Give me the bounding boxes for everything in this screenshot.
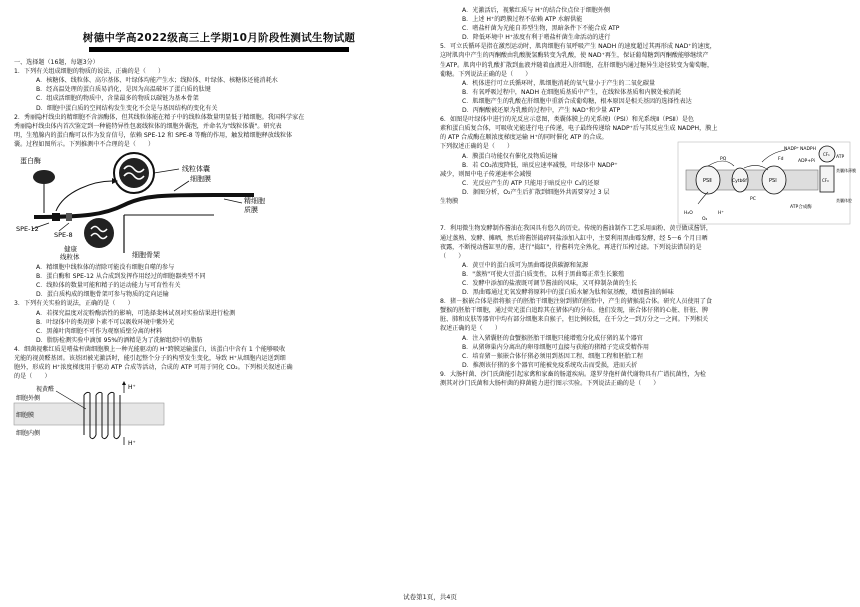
q4-stem-line3: 胞外，形成的 H⁺浓度梯度用于驱动 ATP 合成等活动，合成的 ATP 可用于同化 CO₂。下列相关叙述正确 [14,364,293,372]
fig-label-healthy-1: 健康 [64,245,77,254]
q1-option-c: C．组成活细胞的物质中，含量最多的物质以碳链为基本骨架 [36,95,199,103]
fig-label-spermatocyte: 精细胞 [244,197,265,206]
q8-stem-line1: 8．猪－猴嵌合体是指将猴子的胚胎干细胞注射到猪的胚胎中，产生的猪猴混合体。研究人员使用了食 [440,298,713,306]
fig3-label-lumen: 类囊体腔 [836,198,852,204]
q7-option-c: C．发酵中添加的盐液既可调节酱油的风味，又可抑制杂菌的生长 [462,279,637,287]
q6-stem-line3: 的 ATP 合成酶在顺浓度梯度运输 H⁺的同时催化 ATP 的合成。 [440,134,608,142]
fig3-label-nadph: NADPH [800,147,817,153]
q6-option-a: A．膜蛋白功能仅有催化及物质运输 [462,152,558,160]
q2-stem-line1: 2．秀丽隐杆线虫的精细胞不含溶酶体，但其线粒体能在精子中的线粒体数量明显低于精细胞。我国科学家在 [14,113,305,121]
q7-stem-line3: 夜露，不断搅动酱缸里的酱，进行"捣缸"，待酱料完全熟化，再进行压榨过滤。下列说法错误的是 [440,243,702,251]
page-footer: 试卷第1页，共4页 [403,593,457,601]
fig3-label-stroma: 类囊体薄膜 [836,168,856,174]
q8-option-d: D．推测该仔猪的多个器官可能被免疫系统攻击而受损，进而夭折 [462,361,638,369]
q4-stem-line1: 4．细菌视紫红质是嗜盐杆菌细胞膜上一种光能驱动的 H⁺跨膜运输蛋白，该蛋白中含有 1 个能够吸收 [14,345,286,353]
fig-label-retinal: 视黄醛 [36,386,55,394]
fig3-label-atp: ATP [836,155,845,161]
fig3-label-nadp: NADP⁺ [784,147,799,153]
q5-option-a: A．机体进行可立氏循环时，肌细胞消耗的氧气量小于产生的二氧化碳量 [462,79,656,87]
fig-label-spe8: SPE-8 [54,231,73,240]
q4-option-c: C．嗜盐杆菌为光能自养型生物，黑暗条件下不能合成 ATP [462,25,620,33]
q1-stem: 1．下列有关组成细胞的物质的说法，正确的是（ ） [14,68,165,76]
q3-stem: 3．下列有关实验的说法，正确的是（ ） [14,300,134,308]
fig3-label-cyt: Cytb6f [732,179,747,185]
q7-stem-line4: （ ） [440,252,465,260]
q5-option-b: B．有氧呼吸过程中，NADH 在细胞质基质中产生，在线粒体基质和内膜处被消耗 [462,88,682,96]
q6-option-d-2: 生物膜 [440,197,459,205]
q6-option-d-1: D．据图分析，O₂产生后扩散到细胞外共需要穿过 3 层 [462,188,610,196]
q3-option-c: C．黑藻叶肉细胞不可作为观察质壁分离的材料 [36,327,163,335]
fig3-label-adp: ADP+Pi [798,159,815,165]
q8-stem-line3: 脏、肺和皮肤等器官中均有部分细胞来自猴子，但比例较低，在千分之一到万分之一之间。下列相关 [440,316,709,324]
q8-option-b: B．从猪卵巢内分离出的卵母细胞可直接与获能的猪精子完成受精作用 [462,343,649,351]
q2-option-c: C．线粒体的数量可能和精子的运动能力与可育性有关 [36,282,181,290]
q5-stem-line1: 5．可立氏循环是指在激烈运动时，肌肉细胞有氧呼吸产生 NADH 的速度超过其再形成 NAD⁺的速度， [440,43,716,51]
q5-stem-line4: 葡糖。下列说法正确的是（ ） [440,70,532,78]
q5-stem-line3: 生ATP。肌肉中的乳酸扩散到血液并随着血液进入肝细胞，在肝细胞内通过糖异生途径转变为葡萄糖， [440,61,714,69]
q3-option-a: A．若探究温度对淀粉酶活性的影响，可选择斐林试剂对实验结果进行检测 [36,309,236,317]
q1-option-d: D．细胞中蛋白质的空间结构发生变化不会是与基因结构的变化有关 [36,104,218,112]
q2-option-d: D．蛋白质构成的细胞骨架可参与物质的定向运输 [36,291,169,299]
q8-stem-line4: 叙述正确的是（ ） [440,325,501,333]
fig-label-h-bottom: H⁺ [128,440,136,448]
q9-stem-line2: 测其对沙门氏菌和大肠杆菌的抑菌能力进行图示实验。下列说法正确的是（ ） [440,380,660,387]
fig-label-membrane: 细胞膜 [190,175,211,184]
q6-option-b-2: 减少，则图中电子传递速率会减慢 [440,170,532,178]
fig3-label-hplus: H⁺ [718,211,724,217]
q6-block [440,142,856,224]
q3-option-d: D．脂肪检测实验中滴加 95%的酒精是为了洗解组织中的脂肪 [36,336,203,344]
fig-label-skeleton: 细胞骨架 [132,251,160,260]
q4-option-b: B．上述 H⁺的跨膜过程不依赖 ATP 水解供能 [462,16,583,24]
q6-option-c: C．光反应产生的 ATP 只能用于暗反应中 C₃的还原 [462,179,600,187]
q6-figure [678,142,856,227]
q7-option-b: B．"蒸熟"可使大豆蛋白质变性，以利于黑曲霉正常生长繁殖 [462,270,625,278]
q6-stem-line1: 6．如图是叶绿体中进行的光反应示意图，类囊体膜上的光系统Ⅰ（PSⅠ）和光系统Ⅱ（PSⅡ）是色 [440,116,695,124]
q1-option-b: B．经高温处理的蛋白质易消化，是因为高温破坏了蛋白质的肽键 [36,86,211,94]
fig-label-protease: 蛋白酶 [20,157,41,166]
q5-stem-line2: 这时肌肉中产生的丙酮酸由乳酸脱氢酶转变为乳酸，使 NAD⁺再生，保证葡萄糖到丙酮酸能够继续产 [440,52,709,60]
fig3-label-o2: O₂ [702,217,708,223]
fig3-label-pq: PQ [720,157,727,163]
fig3-label-cf1: CF₁ [823,152,830,158]
fig-label-cell-membrane: 细胞膜 [16,412,35,420]
q7-option-a: A．黄豆中的蛋白质可为黑曲霉提供碳源和氮源 [462,261,589,269]
fig-label-inside: 细胞内侧 [16,430,41,438]
fig-label-outside: 细胞外侧 [16,395,41,403]
q7-stem-line2: 通过蒸熟、发酵、摊晒，然后将酱饼捣碎同盐添加入缸中，主要利用黑曲霉发酵，经 5～6 个月日晒 [440,234,708,242]
fig3-label-cf0: CF₀ [822,178,829,184]
redaction-bar [89,47,349,52]
q6-stem-line4: 下列叙述正确的是（ ） [440,143,514,151]
page-title: 树德中学高2022级高三上学期10月阶段性测试生物试题 [82,32,356,44]
fig-label-healthy-2: 线粒体 [60,253,80,262]
q8-option-c: C．培育猪－猴嵌合体仔猪必须用到基因工程、细胞工程和胚胎工程 [462,352,643,360]
q4-option-a: A．光激活后，视紫红质与 H⁺的结合位点位于细胞外侧 [462,7,610,14]
q8-option-a: A．注入猪囊胚的食蟹猴胚胎干细胞只能增殖分化成仔猪的某个器官 [462,334,643,342]
fig3-label-pc: PC [750,197,756,203]
left-column [14,6,424,447]
fig3-label-atpsyn: ATP合成酶 [790,205,812,211]
fig3-label-h2o: H₂O [684,211,693,217]
q4-stem-line4: 的是（ ） [14,373,51,381]
q7-stem-line1: 7．利用微生物发酵制作酱油在我国具有悠久的历史。传统的酱油制作工艺采用面粉、黄豆做成酱饼， [440,225,713,233]
q2-stem-line3: 明，生殖腺内的蛋白酶可以作为发育信号，依赖 SPE-12 和 SPE-8 等酶的作用，触发精细胞释放线粒体 [14,131,293,139]
q5-option-c: C．肌细胞产生的乳酸在肝细胞中重新合成葡萄糖，根本原因是相关基因的选择性表达 [462,97,692,105]
q1-option-a: A．核糖体、线粒体、高尔基体、叶绿体均能产生水；线粒体、叶绿体、核糖体还能消耗水 [36,77,278,85]
q2-stem-line4: 囊。过程如图所示。下列推测中不合理的是（ ） [14,140,155,148]
q3-option-b: B．叶绿体中的类胡萝卜素不可以吸收环境中紫外光 [36,318,175,326]
q2-option-b: B．蛋白酶和 SPE-12 从合成到发挥作用经过的细胞器类型不同 [36,273,206,281]
fig-label-h-top: H⁺ [128,384,136,392]
q6-option-b-1: B．若 CO₂浓度降低，暗反应速率减慢，叶绿体中 NADP⁺ [462,161,618,169]
fig3-label-psi: PSⅠ [769,178,777,185]
q4-stem-line2: 光能的视黄醛基团。该基团被光激活时，能引起整个分子的构型发生变化，导致 H⁺从细胞内运送到细 [14,354,286,362]
right-column [440,6,856,388]
fig3-label-fd: Fd [778,157,784,163]
fig-label-cytoplasm: 质膜 [244,206,258,215]
fig-label-spe12: SPE-12 [16,225,39,234]
q4-option-d: D．降低环境中 H⁺浓度有利于嗜盐杆菌生命活动的进行 [462,34,611,42]
q5-option-d: D．丙酮酸被还原为乳酸的过程中，产生 NAD⁺和少量 ATP [462,107,621,115]
fig-label-mito-sac: 线粒体囊 [182,165,210,174]
q2-option-a: A．精细胞中线粒体的清除可能没有细胞自噬的参与 [36,264,175,272]
q4-figure [14,381,424,447]
section-heading: 一、选择题（16题，每题3分） [14,59,99,67]
q9-stem-line1: 9．大肠杆菌、沙门氏菌能引起家禽和家畜的肠道疾病。遂罗芽孢杆菌代谢物具有广谱抗菌性，为检 [440,370,706,378]
q8-stem-line2: 蟹猴的胚胎干细胞，通过荧光蛋白追踪其在猪体内的分布。他们发现，嵌合体仔猪的心脏、肝脏、脾 [440,307,709,315]
q2-figure [14,151,424,261]
q6-stem-line2: 素和蛋白质复合体，可吸收光能进行电子传递，电子最终传递给 NADP⁺后与其反应生成 NADPH，膜上 [440,125,718,133]
q2-stem-line2: 秀丽隐杆线虫体内首次鉴定到一种能特异性包裹线粒体的细胞外囊泡，并命名为"线粒体囊"。研究表 [14,122,282,130]
fig3-label-psii: PSⅡ [703,178,712,185]
q7-option-d: D．黑曲霉通过无氧发酵将原料中的蛋白质水解为肽和氨基酸，增加酱油的鲜味 [462,289,674,297]
